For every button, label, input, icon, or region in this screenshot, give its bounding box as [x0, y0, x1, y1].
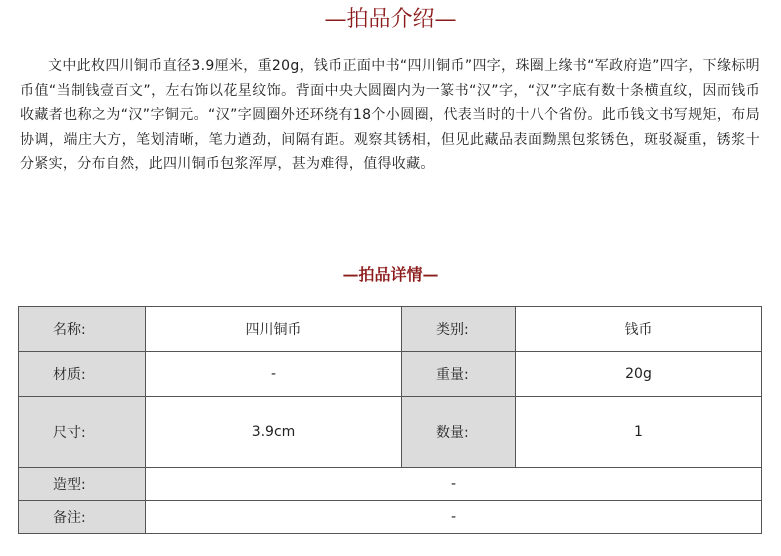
category-value: 钱币 — [516, 307, 762, 352]
note-label: 备注: — [19, 501, 146, 534]
name-label: 名称: — [19, 307, 146, 352]
intro-section-title: —拍品介绍— — [324, 7, 457, 32]
weight-value: 20g — [516, 352, 762, 397]
lot-details-table — [18, 306, 762, 534]
table-row — [19, 468, 762, 501]
table-row — [19, 397, 762, 468]
quantity-label: 数量: — [402, 397, 516, 468]
lot-description: 文中此枚四川铜币直径3.9厘米，重20g，钱币正面中书“四川铜币”四字，珠圈上缘书“军政府造”四字，下缘标明币值“当制钱壹百文”，左右饰以花星纹饰。背面中央大圆圈内为一篆书“汉”字，“汉”字底有数十条横直纹，因而钱币收藏者也称之为“汉”字铜元。“汉”字圆圈外还环绕有18个小圆圈，代表当时的十八个省份。此币钱文书写规矩，布局协调，端庄大方，笔划清晰，笔力遒劲，间隔有距。观察其锈相，但见此藏品表面黝黑包浆锈色，斑驳凝重，锈浆十分紧实，分布自然，此四川铜币包浆浑厚，甚为难得，值得收藏。 — [20, 58, 760, 172]
size-value: 3.9cm — [146, 397, 402, 468]
table-row — [19, 352, 762, 397]
category-label: 类别: — [402, 307, 516, 352]
name-value: 四川铜币 — [146, 307, 402, 352]
details-section-title: —拍品详情— — [342, 265, 439, 284]
weight-label: 重量: — [402, 352, 516, 397]
table-row — [19, 307, 762, 352]
table-row — [19, 501, 762, 534]
material-value: - — [146, 352, 402, 397]
shape-value: - — [146, 468, 762, 501]
shape-label: 造型: — [19, 468, 146, 501]
quantity-value: 1 — [516, 397, 762, 468]
note-value: - — [146, 501, 762, 534]
material-label: 材质: — [19, 352, 146, 397]
size-label: 尺寸: — [19, 397, 146, 468]
